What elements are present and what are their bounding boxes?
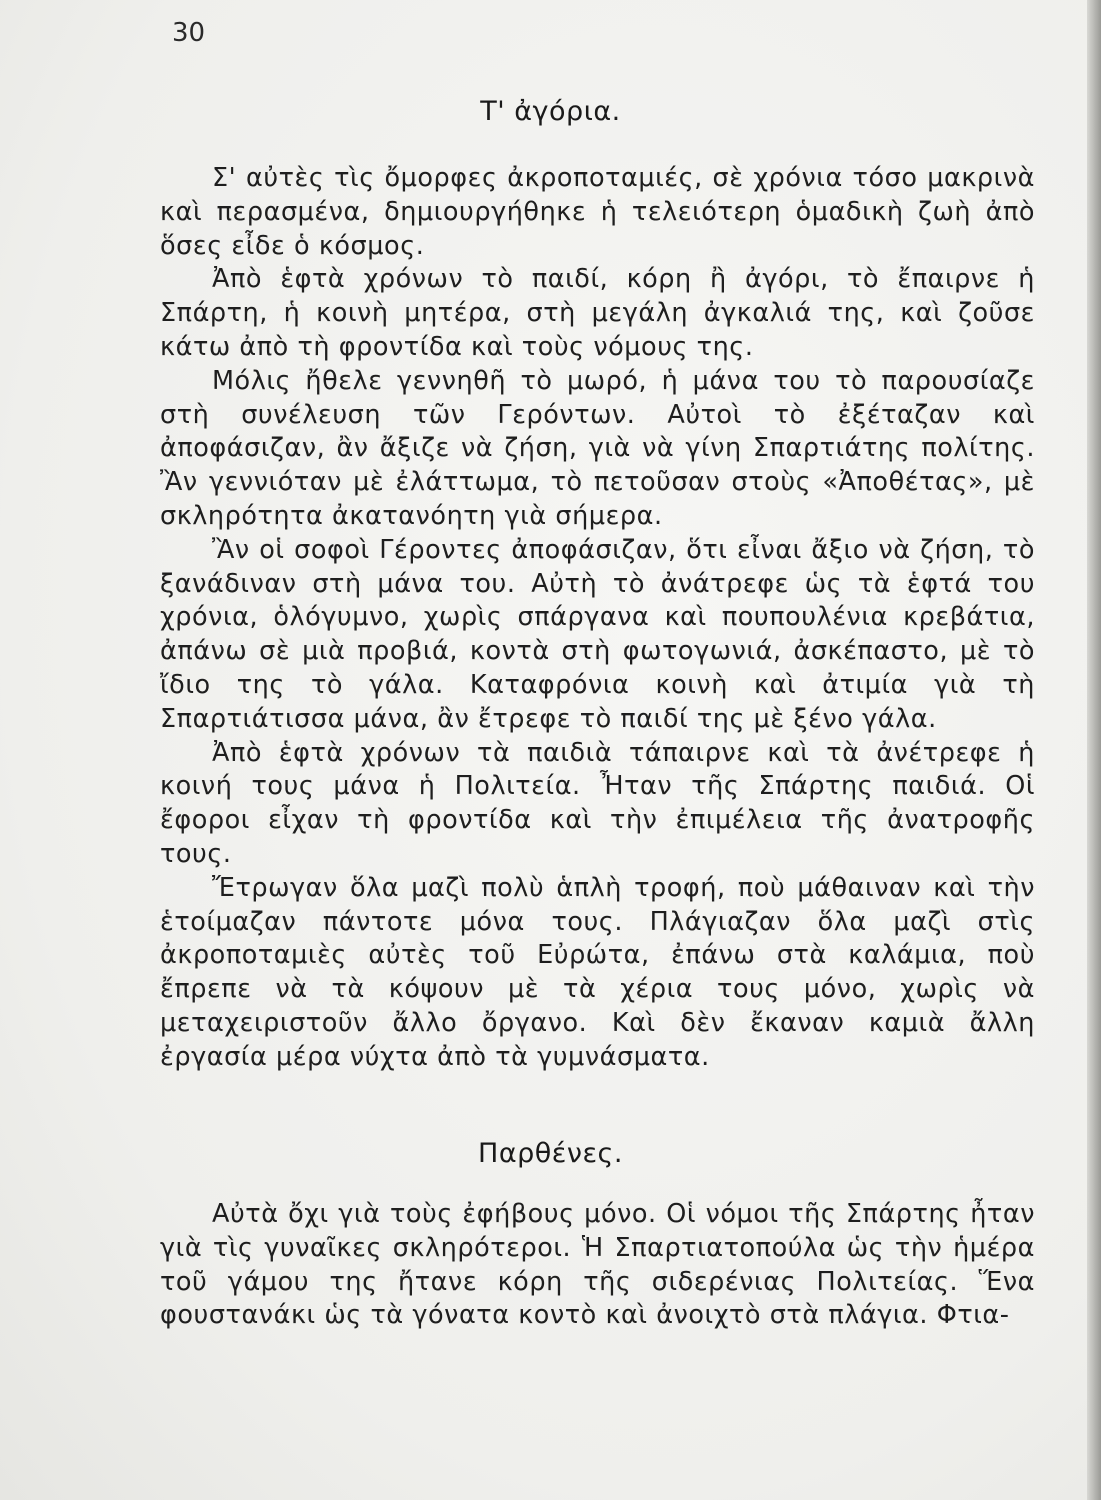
paragraph: Σ' αὐτὲς τὶς ὄμορφες ἀκροποταμιές, σὲ χρόνια τόσο μακρινὰ καὶ περασμένα, δημιουργήθηκε ἡ τελειότερη ὁμαδικὴ ζωὴ ἀπὸ ὅσες εἶδε ὁ κόσμος. bbox=[160, 163, 1035, 261]
section-body-maidens bbox=[160, 1198, 1035, 1333]
section-title-maidens: Παρθένες. bbox=[478, 1138, 623, 1169]
page-number: 30 bbox=[172, 18, 206, 48]
section-body-boys bbox=[160, 162, 1035, 1075]
paragraph: Μόλις ἤθελε γεννηθῆ τὸ μωρό, ἡ μάνα του τὸ παρουσίαζε στὴ συνέλευση τῶν Γερόντων. Αὐτοὶ τὸ ἐξέταζαν καὶ ἀποφάσιζαν, ἂν ἄξιζε νὰ ζήση, γιὰ νὰ γίνη Σπαρτιάτης πολίτης. Ἂν γεννιόταν μὲ ἐλάττωμα, τὸ πετοῦσαν στοὺς «Ἀποθέτας», μὲ σκληρότητα ἀκατανόητη γιὰ σήμερα. bbox=[160, 365, 1035, 531]
paragraph: Ἔτρωγαν ὅλα μαζὶ πολὺ ἁπλὴ τροφή, ποὺ μάθαιναν καὶ τὴν ἑτοίμαζαν πάντοτε μόνα τους. Πλάγιαζαν ὅλα μαζὶ στὶς ἀκροποταμιὲς αὐτὲς τοῦ Εὐρώτα, ἐπάνω στὰ καλάμια, ποὺ ἔπρεπε νὰ τὰ κόψουν μὲ τὰ χέρια τους μόνο, χωρὶς νὰ μεταχειριστοῦν ἄλλο ὄργανο. Καὶ δὲν ἔκαναν καμιὰ ἄλλη ἐργασία μέρα νύχτα ἀπὸ τὰ γυμνάσματα. bbox=[160, 872, 1035, 1072]
section-title-boys: Τ' ἀγόρια. bbox=[480, 96, 621, 127]
page-edge-shadow bbox=[1087, 0, 1101, 1500]
paragraph: Ἂν οἱ σοφοὶ Γέροντες ἀποφάσιζαν, ὅτι εἶναι ἄξιο νὰ ζήση, τὸ ξανάδιναν στὴ μάνα του. Αὐτὴ τὸ ἀνάτρεφε ὡς τὰ ἑφτά του χρόνια, ὁλόγυμνο, χωρὶς σπάργανα καὶ πουπουλένια κρεβάτια, ἀπάνω σὲ μιὰ προβιά, κοντὰ στὴ φωτογωνιά, ἀσκέπαστο, μὲ τὸ ἴδιο της τὸ γάλα. Καταφρόνια κοινὴ καὶ ἀτιμία γιὰ τὴ Σπαρτιάτισσα μάνα, ἂν ἔτρεφε τὸ παιδί της μὲ ξένο γάλα. bbox=[160, 534, 1035, 734]
paragraph: Ἀπὸ ἑφτὰ χρόνων τὸ παιδί, κόρη ἢ ἀγόρι, τὸ ἔπαιρνε ἡ Σπάρτη, ἡ κοινὴ μητέρα, στὴ μεγάλη ἀγκαλιά της, καὶ ζοῦσε κάτω ἀπὸ τὴ φροντίδα καὶ τοὺς νόμους της. bbox=[160, 264, 1035, 362]
paragraph: Αὐτὰ ὄχι γιὰ τοὺς ἐφήβους μόνο. Οἱ νόμοι τῆς Σπάρτης ἦταν γιὰ τὶς γυναῖκες σκληρότεροι. Ἡ Σπαρτιατοπούλα ὡς τὴν ἡμέρα τοῦ γάμου της ἤτανε κόρη τῆς σιδερένιας Πολιτείας. Ἕνα φουστανάκι ὡς τὰ γόνατα κοντὸ καὶ ἀνοιχτὸ στὰ πλάγια. Φτια- bbox=[160, 1199, 1035, 1331]
paragraph: Ἀπὸ ἑφτὰ χρόνων τὰ παιδιὰ τάπαιρνε καὶ τὰ ἀνέτρεφε ἡ κοινή τους μάνα ἡ Πολιτεία. Ἦταν τῆς Σπάρτης παιδιά. Οἱ ἔφοροι εἶχαν τὴ φροντίδα καὶ τὴν ἐπιμέλεια τῆς ἀνατροφῆς τους. bbox=[160, 737, 1035, 869]
